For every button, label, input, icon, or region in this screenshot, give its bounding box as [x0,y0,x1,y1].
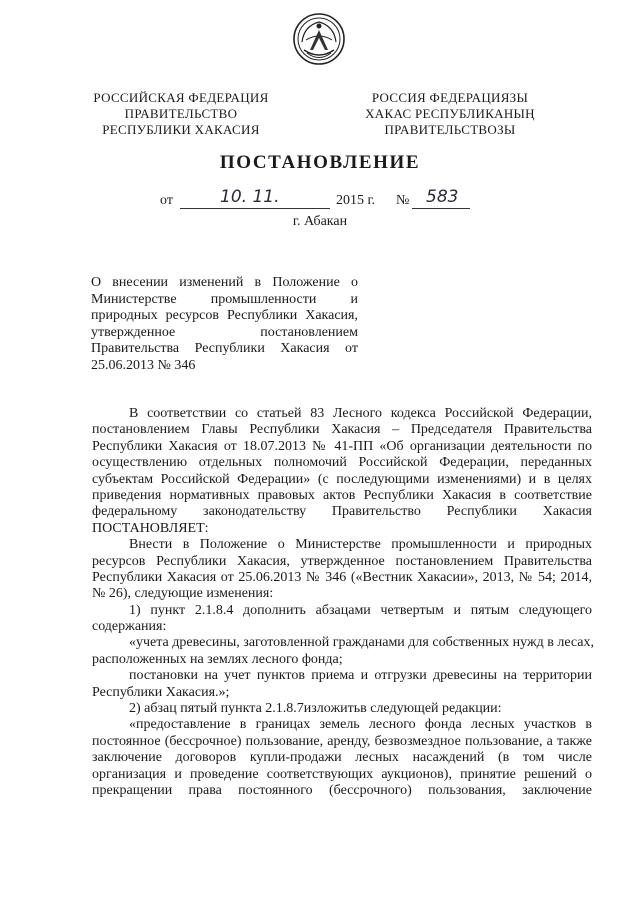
subject-line: Правительства Республики Хакасия от [91,341,358,356]
coat-of-arms-icon [292,12,346,66]
body-line: осуществлению отдельных полномочий Российской Федерации, переданных [92,455,592,471]
body-line: «учета древесины, заготовленной гражданами для собственных нужд в лесах, [129,635,595,651]
header-right-line: ХАКАС РЕСПУБЛИКАНЫҢ [365,106,535,121]
body-line: Республики Хакасия от 25.06.2013 № 346 («Вестник Хакасии», 2013, № 54; 2014, [92,569,592,585]
body-line: постановлением Главы Республики Хакасия – Председателя Правительства [92,422,592,438]
document-title: ПОСТАНОВЛЕНИЕ [219,152,421,173]
body-line: В соответствии со статьей 83 Лесного кодекса Российской Федерации, [129,406,592,421]
year-label: 2015 г. [336,193,376,208]
body-line: ресурсов Республики Хакасия, утвержденное постановлением Правительства [92,553,592,569]
body-line: Внести в Положение о Министерстве промышленности и природных [129,537,592,553]
body-line: Республики Хакасия от 18.07.2013 № 41-ПП «Об организации деятельности по [92,438,592,454]
body-line: федеральному законодательству Правительство Республики Хакасия [92,504,592,520]
city-label: г. Абакан [292,214,348,229]
header-left-line: ПРАВИТЕЛЬСТВО [124,106,238,121]
body-line: Республики Хакасия.»; [92,684,230,700]
body-line: постоянное (бессрочное) пользование, аренду, безвозмездное пользование, а также [92,733,592,749]
subject-line: 25.06.2013 № 346 [91,357,196,373]
document-body [92,406,595,799]
body-line: № 26), следующие изменения: [92,586,274,602]
number-label: № [396,193,410,208]
body-line: заключение договоров купли-продажи лесных насаждений (в том числе [92,750,592,766]
header-left-line: РЕСПУБЛИКИ ХАКАСИЯ [102,122,260,137]
body-line: «предоставление в границах земель лесного фонда лесных участков в [129,717,592,733]
subject-line: О внесении изменений в Положение о [91,275,358,290]
body-line: содержания: [92,619,167,635]
header-right-line: РОССИЯ ФЕДЕРАЦИЯЗЫ [371,90,529,105]
subject-line: природных ресурсов Республики Хакасия, [91,308,358,323]
date-number-line [150,189,490,211]
body-line: постановки на учет пунктов приема и отгрузки древесины на территории [129,668,592,684]
header-left-line: РОССИЙСКАЯ ФЕДЕРАЦИЯ [93,90,269,105]
subject-block [91,275,358,374]
body-line: 2) абзац пятый пункта 2.1.8.7изложитьв следующей редакции: [129,701,502,717]
number-handwritten: 583 [426,187,459,207]
date-from-label: от [160,193,173,208]
header-right-line: ПРАВИТЕЛЬСТВОЗЫ [384,122,516,137]
date-handwritten: 10. 11. [220,187,280,207]
body-line: 1) пункт 2.1.8.4 дополнить абзацами четвертым и пятым следующего [129,602,592,618]
body-line: расположенных на землях лесного фонда; [92,651,343,667]
header-right [350,90,550,138]
body-line: ПОСТАНОВЛЯЕТ: [92,520,209,536]
subject-line: утвержденное постановлением [91,324,358,340]
body-line: организация и проведение соответствующих аукционов), принятие решений о [92,766,592,782]
number-underline [412,208,470,209]
subject-line: Министерстве промышленности и [91,291,358,307]
body-line: прекращении права постоянного (бессрочного) пользования, заключение [92,782,592,798]
header-left [86,90,276,138]
body-line: приведения нормативных правовых актов Республики Хакасия в соответствие [92,487,592,503]
body-line: субъектам Российской Федерации» (с последующими изменениями) и в целях [92,471,592,487]
date-underline [180,208,330,209]
